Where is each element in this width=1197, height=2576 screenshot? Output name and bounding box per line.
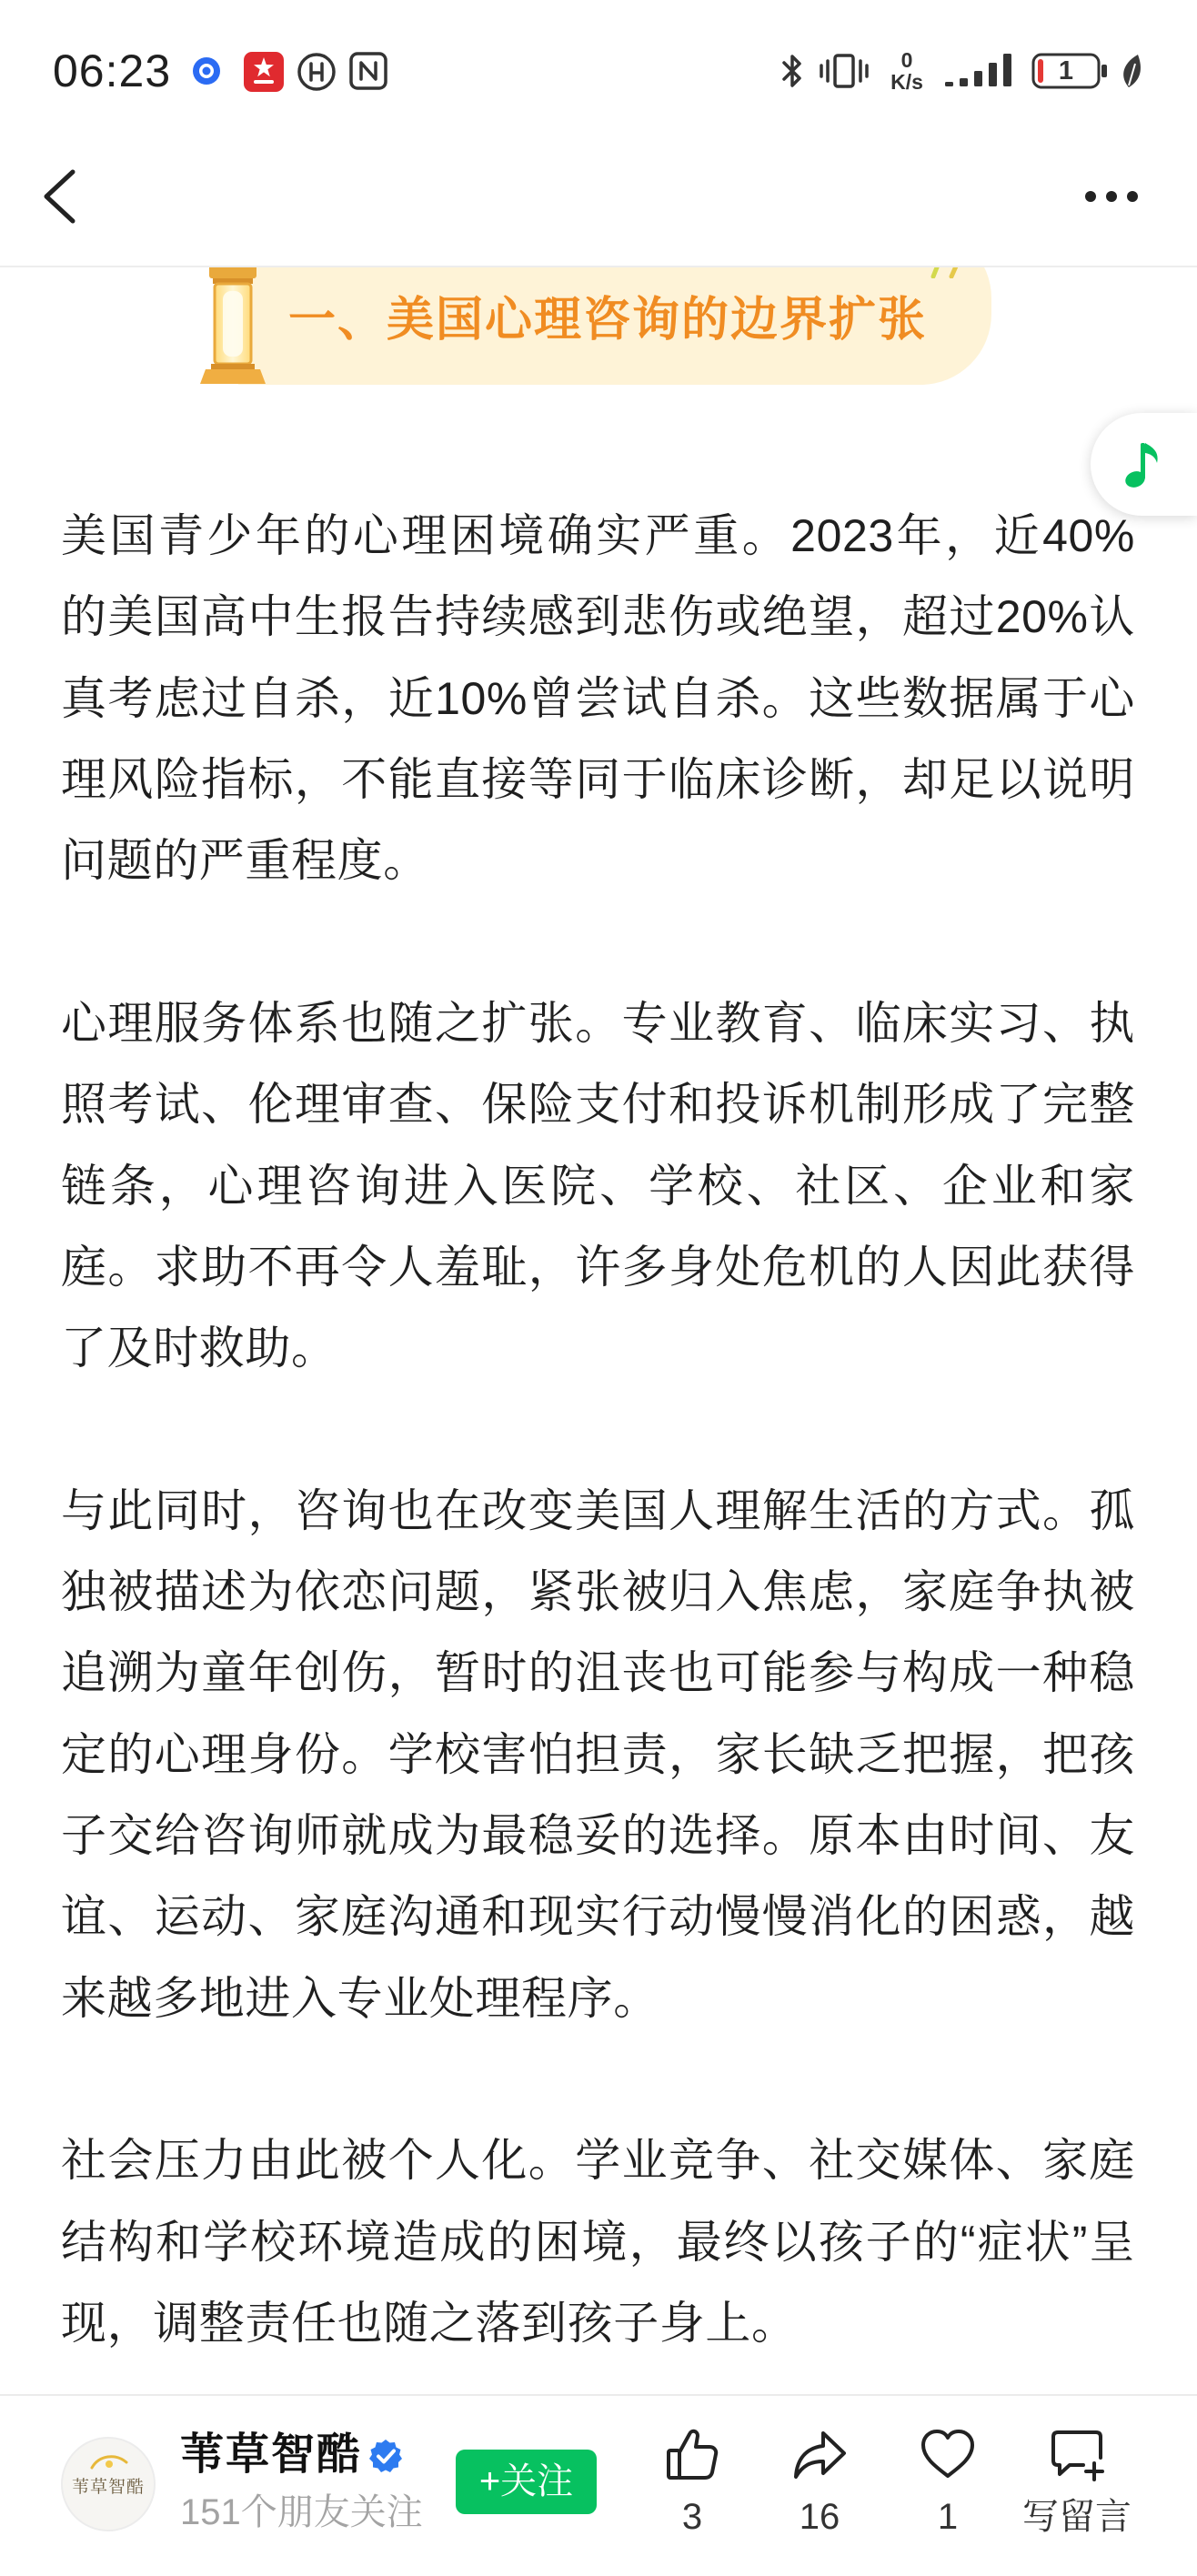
section-heading: 一、美国心理咨询的边界扩张 [288, 294, 928, 347]
more-dots-icon [1073, 178, 1150, 215]
paragraph-line: 问题的严重程度。 [61, 835, 429, 887]
paragraph-line: 社会压力由此被个人化。学业竞争、社交媒体、家庭 [61, 2135, 1135, 2187]
net-speed-value: 0 [900, 48, 913, 72]
article-paragraph [61, 2120, 1135, 2364]
paragraph-line: 独被描述为依恋问题，紧张被归入焦虑，家庭争执被 [61, 1566, 1135, 1618]
status-time: 06:23 [53, 45, 172, 96]
paragraph-line: 的美国高中生报告持续感到悲伤或绝望，超过20%认 [61, 591, 1135, 643]
paragraph-line: 照考试、伦理审查、保险支付和投诉机制形成了完整 [61, 1079, 1135, 1131]
vibrate-icon [819, 53, 870, 89]
author-name[interactable]: 苇草智酷 [180, 2430, 363, 2479]
more-options-button[interactable] [1073, 178, 1150, 215]
paragraph-line: 结构和学校环境造成的困境，最终以孩子的“症状”呈 [61, 2216, 1135, 2268]
avatar-logo-text: 苇草智酷 [71, 2478, 145, 2497]
back-button[interactable] [33, 164, 87, 229]
bluetooth-icon [780, 52, 804, 90]
paragraph-line: 来越多地进入专业处理程序。 [61, 1972, 659, 2024]
avatar-logo-mark [88, 2451, 130, 2473]
paragraph-line: 定的心理身份。学校害怕担责，家长缺乏把握，把孩 [61, 1728, 1135, 1780]
floating-music-button[interactable] [1091, 413, 1197, 516]
share-arrow-icon [790, 2425, 850, 2485]
followers-count: 151个朋友关注 [180, 2492, 423, 2532]
lantern-icon [195, 255, 271, 387]
signal-icon [943, 53, 1018, 87]
net-speed-unit: K/s [890, 70, 923, 94]
chevron-left-icon [33, 164, 87, 229]
author-avatar[interactable] [61, 2437, 156, 2531]
paragraph-line: 现，调整责任也随之落到孩子身上。 [61, 2297, 798, 2349]
battery-level-text: 1 [1058, 56, 1074, 86]
paragraph-line: 心理服务体系也随之扩张。专业教育、临床实习、执 [61, 997, 1135, 1049]
comment-add-icon [1047, 2425, 1107, 2485]
paragraph-line: 与此同时，咨询也在改变美国人理解生活的方式。孤 [61, 1484, 1135, 1536]
nfc-icon [349, 52, 387, 90]
like-button[interactable] [633, 2396, 751, 2574]
net-speed-indicator [884, 49, 930, 93]
write-comment-label: 写留言 [1022, 2497, 1132, 2537]
paragraph-line: 真考虑过自杀，近10%曾尝试自杀。这些数据属于心 [61, 672, 1135, 724]
paragraph-line: 追溯为童年创伤，暂时的沮丧也可能参与构成一种稳 [61, 1647, 1135, 1699]
paragraph-line: 了及时救助。 [61, 1323, 337, 1374]
power-saver-leaf-icon [1118, 53, 1143, 89]
bottom-action-bar [0, 2394, 1197, 2576]
paragraph-line: 庭。求助不再令人羞耻，许多身处危机的人因此获得 [61, 1241, 1135, 1293]
article-paragraph [61, 983, 1135, 1390]
paragraph-line: 美国青少年的心理困境确实严重。2023年，近40% [61, 510, 1135, 561]
verified-badge-icon [367, 2438, 404, 2474]
like-count: 3 [681, 2497, 703, 2537]
paragraph-line: 子交给咨询师就成为最稳妥的选择。原本由时间、友 [61, 1810, 1135, 1861]
share-count: 16 [799, 2497, 840, 2537]
music-note-icon [1117, 438, 1162, 492]
top-header [0, 0, 1197, 267]
share-button[interactable] [760, 2396, 879, 2574]
article-paragraph [61, 1471, 1135, 2039]
article-paragraph [61, 496, 1135, 902]
paragraph-line: 链条，心理咨询进入医院、学校、社区、企业和家 [61, 1160, 1135, 1212]
paragraph-line: 理风险指标，不能直接等同于临床诊断，却足以说明 [61, 753, 1135, 805]
article-body [61, 496, 1135, 2446]
favorite-button[interactable] [889, 2396, 1007, 2574]
favorite-count: 1 [937, 2497, 959, 2537]
follow-button[interactable]: +关注 [456, 2450, 597, 2514]
paragraph-line: 谊、运动、家庭沟通和现实行动慢慢消化的困惑，越 [61, 1891, 1135, 1943]
record-dot-icon [192, 56, 221, 86]
write-comment-button[interactable] [1018, 2396, 1136, 2574]
thumbs-up-icon [662, 2425, 722, 2485]
heart-icon [918, 2425, 978, 2485]
red-app-star-icon [242, 50, 286, 94]
call-circle-icon [296, 51, 337, 93]
